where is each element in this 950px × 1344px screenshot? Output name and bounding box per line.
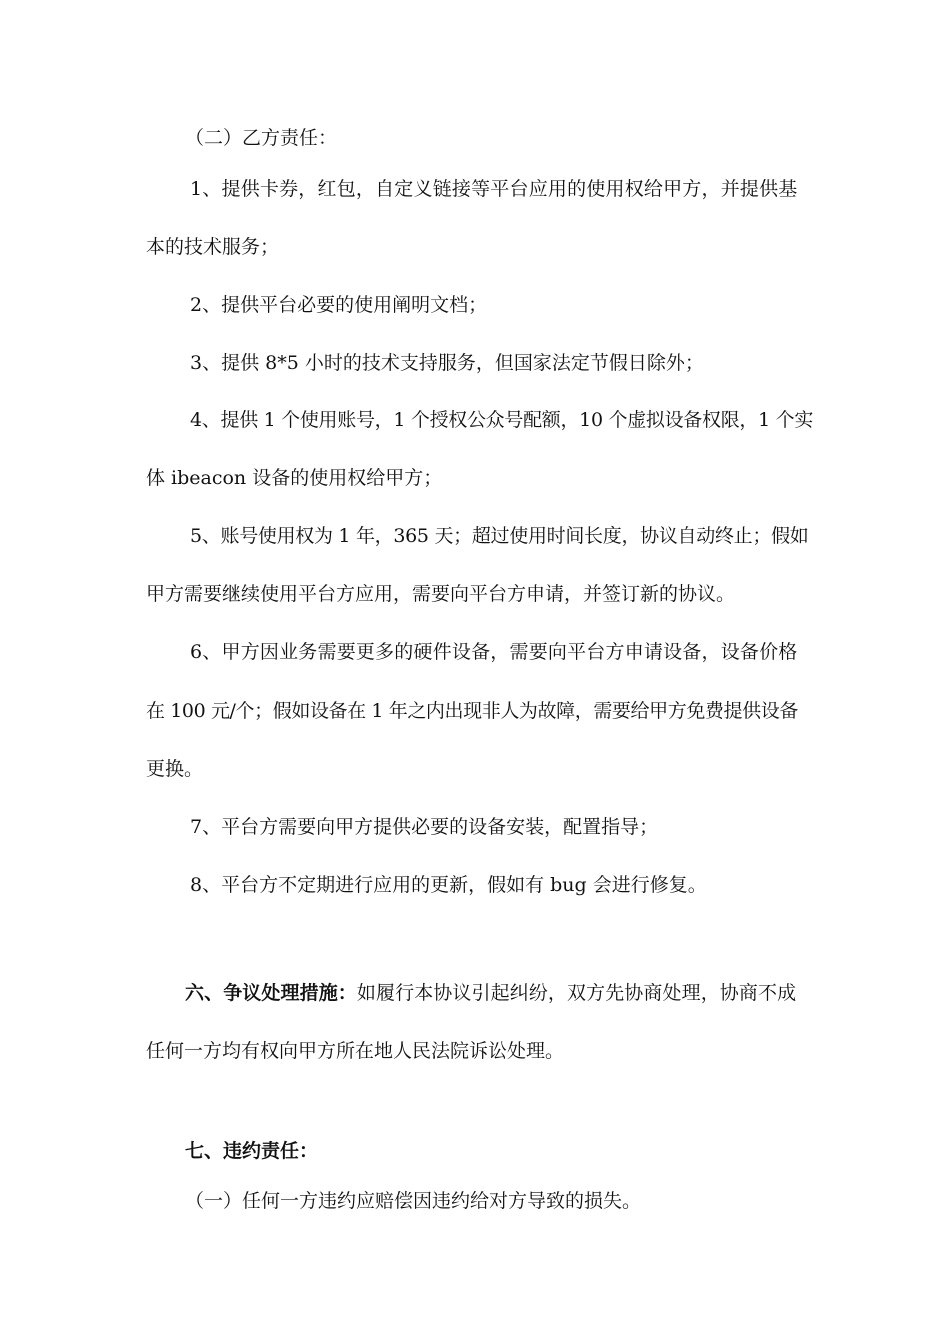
paragraph-line: 7、平台方需要向甲方提供必要的设备安装，配置指导； xyxy=(190,816,659,838)
paragraph-line: 8、平台方不定期进行应用的更新，假如有 bug 会进行修复。 xyxy=(190,874,707,896)
paragraph-text: 如履行本协议引起纠纷，双方先协商处理，协商不成 xyxy=(356,982,797,1004)
paragraph-line: 在 100 元/个；假如设备在 1 年之内出现非人为故障，需要给甲方免费提供设备 xyxy=(146,700,798,722)
dispute-resolution-paragraph xyxy=(185,981,796,1005)
section-heading-party-b: （二）乙方责任： xyxy=(185,127,338,149)
section-heading-dispute: 六、争议处理措施： xyxy=(185,982,357,1004)
paragraph-line: 4、提供 1 个使用账号，1 个授权公众号配额，10 个虚拟设备权限，1 个实 xyxy=(190,409,814,431)
paragraph-line: （一）任何一方违约应赔偿因违约给对方导致的损失。 xyxy=(185,1190,642,1212)
paragraph-line: 甲方需要继续使用平台方应用，需要向平台方申请，并签订新的协议。 xyxy=(146,583,736,605)
paragraph-line: 5、账号使用权为 1 年，365 天；超过使用时间长度，协议自动终止；假如 xyxy=(190,525,809,547)
paragraph-line: 6、甲方因业务需要更多的硬件设备，需要向平台方申请设备，设备价格 xyxy=(190,641,798,663)
paragraph-line: 2、提供平台必要的使用阐明文档； xyxy=(190,294,488,316)
paragraph-line: 体 ibeacon 设备的使用权给甲方； xyxy=(146,467,443,489)
paragraph-line: 1、提供卡券，红包，自定义链接等平台应用的使用权给甲方，并提供基 xyxy=(190,178,798,200)
paragraph-line: 3、提供 8*5 小时的技术支持服务，但国家法定节假日除外； xyxy=(190,352,704,374)
paragraph-line: 本的技术服务； xyxy=(146,236,280,258)
section-heading-breach: 七、违约责任： xyxy=(185,1140,319,1162)
paragraph-line: 任何一方均有权向甲方所在地人民法院诉讼处理。 xyxy=(146,1040,565,1062)
paragraph-line: 更换。 xyxy=(146,758,204,780)
